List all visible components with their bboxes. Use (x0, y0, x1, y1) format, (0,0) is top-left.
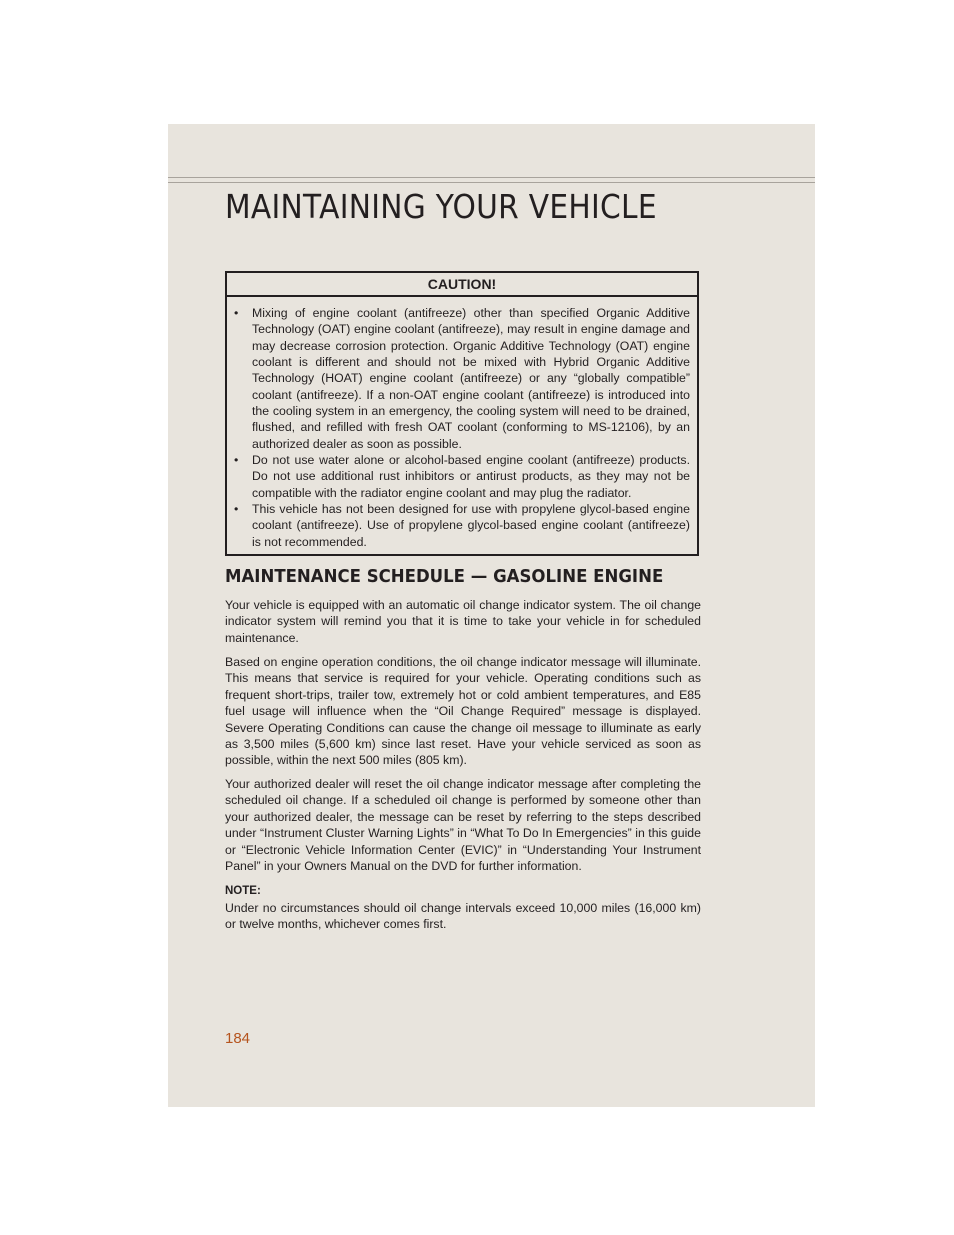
note-text: Under no circumstances should oil change intervals exceed 10,000 miles (16,000 km) or twelve months, whichever comes first. (225, 901, 701, 932)
caution-list (227, 297, 697, 550)
section-title: MAINTENANCE SCHEDULE — GASOLINE ENGINE (225, 566, 664, 587)
manual-page (168, 124, 815, 1107)
bullet-icon: • (234, 453, 239, 468)
note-label: NOTE: (225, 885, 261, 897)
page-title: MAINTAINING YOUR VEHICLE (225, 187, 657, 226)
bullet-icon: • (234, 306, 239, 320)
bullet-icon: • (234, 502, 239, 517)
caution-item-text: Mixing of engine coolant (antifreeze) other than specified Organic Additive Technology (OAT) engine coolant (antifreeze), may result in engine damage and may decrease corrosion protection. Organic Additive Technology (OAT) engine coolant is different and should not be mixed with Hybrid Organic Additive Technology (HOAT) engine coolant (antifreeze) or any “globally compatible” coolant (antifreeze). If a non-OAT engine coolant (antifreeze) is introduced into the cooling system in an emergency, the cooling system will need to be drained, flushed, and refilled with fresh OAT coolant (conforming to MS-12106), by an authorized dealer as soon as possible. (252, 306, 690, 451)
page-number: 184 (225, 1030, 251, 1047)
caution-item (234, 501, 690, 550)
caution-heading: CAUTION! (227, 273, 697, 297)
body-paragraph: Your authorized dealer will reset the oil change indicator message after completing the scheduled oil change. If a scheduled oil change is performed by someone other than your authorized dealer, the message can be reset by referring to the steps described under “Instrument Cluster Warning Lights” in “What To Do In Emergencies” in this guide or “Electronic Vehicle Information Center (EVIC)” in “Understanding Your Instrument Panel” in your Owners Manual on the DVD for further information. (225, 777, 701, 874)
body-paragraph: Based on engine operation conditions, the oil change indicator message will illuminate. This means that service is required for your vehicle. Operating conditions such as frequent short-trips, trailer tow, extremely hot or cold ambient temperatures, and E85 fuel usage will influence when the “Oil Change Required” message is displayed. Severe Operating Conditions can cause the change oil message to illuminate as early as 3,500 miles (5,600 km) since last reset. Have your vehicle serviced as soon as possible, within the next 500 miles (805 km). (225, 655, 701, 768)
caution-item-text: This vehicle has not been designed for use with propylene glycol-based engine coolant (antifreeze). Use of propylene glycol-based engine coolant (antifreeze) is not recommended. (252, 502, 690, 549)
caution-item (234, 305, 690, 452)
caution-box (225, 271, 699, 556)
caution-item (234, 452, 690, 501)
body-paragraph: Your vehicle is equipped with an automatic oil change indicator system. The oil change indicator system will remind you that it is time to take your vehicle in for scheduled maintenance. (225, 598, 701, 645)
header-rule-top (168, 177, 815, 178)
caution-item-text: Do not use water alone or alcohol-based engine coolant (antifreeze) products. Do not use additional rust inhibitors or antirust products, as they may not be compatible with the radiator engine coolant and may plug the radiator. (252, 453, 690, 500)
header-rule-bottom (168, 182, 815, 183)
